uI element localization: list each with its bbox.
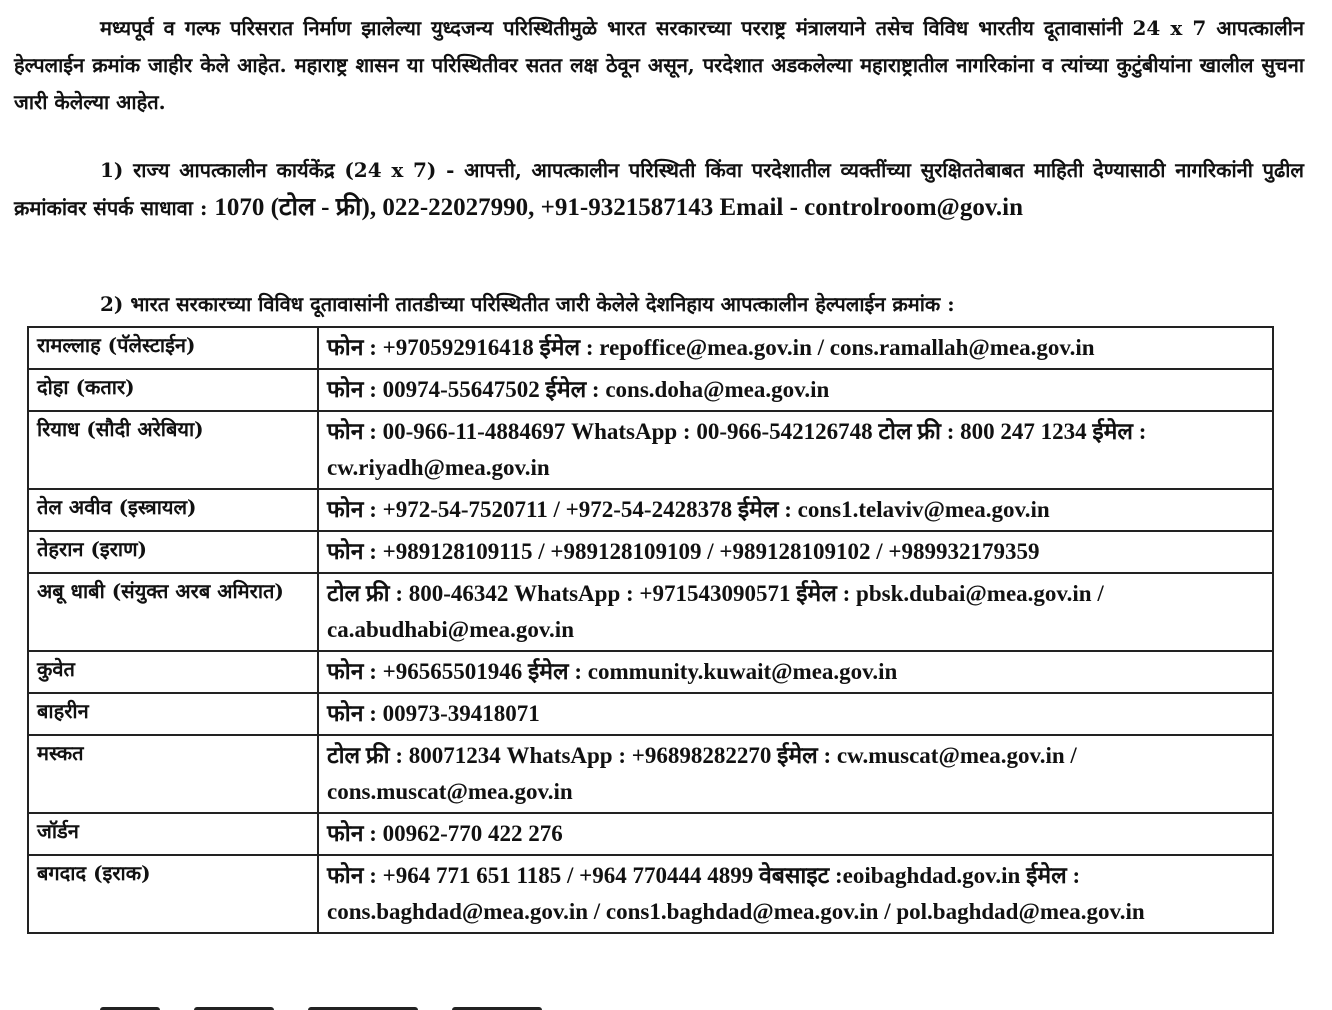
country-cell: तेल अवीव (इस्त्रायल) — [28, 489, 318, 531]
contact-details-cell: टोल फ्री : 80071234 WhatsApp : +96898282270 ईमेल : cw.muscat@mea.gov.in / cons.muscat@mea.gov.in — [318, 735, 1273, 813]
table-row — [28, 411, 1273, 489]
point-1-contacts: 1070 (टोल - फ्री), 022-22027990, +91-9321587143 Email - controlroom@gov.in — [214, 194, 1024, 221]
country-cell: कुवेत — [28, 651, 318, 693]
country-cell: दोहा (कतार) — [28, 369, 318, 411]
table-row — [28, 327, 1273, 369]
contact-details-cell: फोन : +970592916418 ईमेल : repoffice@mea.gov.in / cons.ramallah@mea.gov.in — [318, 327, 1273, 369]
country-cell: अबू धाबी (संयुक्त अरब अमिरात) — [28, 573, 318, 651]
table-row — [28, 735, 1273, 813]
contact-details-cell: फोन : +972-54-7520711 / +972-54-2428378 ईमेल : cons1.telaviv@mea.gov.in — [318, 489, 1273, 531]
point-1-state-control-room — [14, 152, 1304, 227]
point-2-heading: 2) भारत सरकारच्या विविध दूतावासांनी तातडीच्या परिस्थितीत जारी केलेले देशनिहाय आपत्कालीन हेल्पलाईन क्रमांक : — [100, 292, 955, 316]
table-row — [28, 573, 1273, 651]
table-row — [28, 651, 1273, 693]
country-cell: बाहरीन — [28, 693, 318, 735]
country-cell: तेहरान (इराण) — [28, 531, 318, 573]
contact-details-cell: फोन : 00974-55647502 ईमेल : cons.doha@mea.gov.in — [318, 369, 1273, 411]
table-row — [28, 369, 1273, 411]
table-row — [28, 489, 1273, 531]
contact-details-cell: फोन : 00973-39418071 — [318, 693, 1273, 735]
table-row — [28, 693, 1273, 735]
country-cell: बगदाद (इराक) — [28, 855, 318, 933]
contact-details-cell: फोन : 00962-770 422 276 — [318, 813, 1273, 855]
table-row — [28, 855, 1273, 933]
intro-paragraph: मध्यपूर्व व गल्फ परिसरात निर्माण झालेल्या युध्दजन्य परिस्थितीमुळे भारत सरकारच्या परराष्ट्र मंत्रालयाने तसेच विविध भारतीय दूतावासांनी 24 x 7 आपत्कालीन हेल्पलाईन क्रमांक जाहीर केले आहेत. महाराष्ट्र शासन या परिस्थितीवर सतत लक्ष ठेवून असून, परदेशात अडकलेल्या महाराष्ट्रातील नागरिकांना व त्यांच्या कुटुंबीयांना खालील सुचना जारी केलेल्या आहेत. — [14, 16, 1304, 114]
helpline-table — [27, 326, 1274, 934]
country-cell: जॉर्डन — [28, 813, 318, 855]
contact-details-cell: फोन : +964 771 651 1185 / +964 770444 4899 वेबसाइट :eoibaghdad.gov.in ईमेल : cons.baghdad@mea.gov.in / cons1.baghdad@mea.gov.in / pol.baghdad@mea.gov.in — [318, 855, 1273, 933]
country-cell: रामल्लाह (पॅलेस्टाईन) — [28, 327, 318, 369]
contact-details-cell: टोल फ्री : 800-46342 WhatsApp : +971543090571 ईमेल : pbsk.dubai@mea.gov.in / ca.abudhabi@mea.gov.in — [318, 573, 1273, 651]
table-row — [28, 531, 1273, 573]
point-1-text: 1) राज्य आपत्कालीन कार्यकेंद्र (24 x 7) - आपत्ती, आपत्कालीन परिस्थिती किंवा परदेशातील व्यक्तींच्या सुरक्षिततेबाबत माहिती देण्यासाठी नागरिकांनी पुढील क्रमांकांवर संपर्क साधावा : — [14, 158, 1304, 220]
country-cell: रियाध (सौदी अरेबिया) — [28, 411, 318, 489]
contact-details-cell: फोन : 00-966-11-4884697 WhatsApp : 00-966-542126748 टोल फ्री : 800 247 1234 ईमेल : cw.riyadh@mea.gov.in — [318, 411, 1273, 489]
cut-off-next-line — [100, 998, 660, 1010]
contact-details-cell: फोन : +989128109115 / +989128109109 / +989128109102 / +989932179359 — [318, 531, 1273, 573]
country-cell: मस्कत — [28, 735, 318, 813]
contact-details-cell: फोन : +96565501946 ईमेल : community.kuwait@mea.gov.in — [318, 651, 1273, 693]
table-row — [28, 813, 1273, 855]
